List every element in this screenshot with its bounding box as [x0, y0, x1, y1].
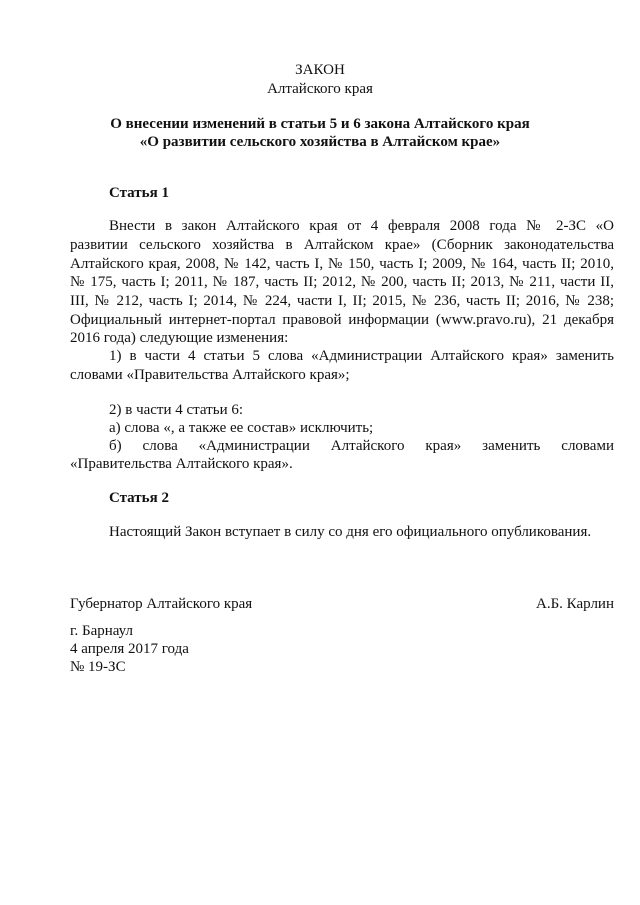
- signing-city: г. Барнаул: [70, 623, 133, 639]
- item-1-line: словами «Правительства Алтайского края»;: [70, 367, 350, 383]
- law-subject-line-1: О внесении изменений в статьи 5 и 6 закона Алтайского края: [110, 116, 530, 132]
- governor-name: А.Б. Карлин: [535, 596, 614, 612]
- article-1-intro-line: Алтайского края, 2008, № 142, часть I, № 150, часть I; 2009, № 164, часть II; 2010,: [70, 256, 614, 272]
- article-2-text: Настоящий Закон вступает в силу со дня его официального опубликования.: [109, 524, 592, 540]
- governor-position: Губернатор Алтайского края: [70, 596, 253, 612]
- item-2b-line: «Правительства Алтайского края».: [70, 456, 293, 472]
- item-2a-line: а) слова «, а также ее состав» исключить;: [109, 420, 374, 436]
- signing-date: 4 апреля 2017 года: [70, 641, 189, 657]
- law-title: ЗАКОН: [295, 62, 345, 78]
- article-1-intro-line: Официальный интернет-портал правовой информации (www.pravo.ru), 21 декабря: [70, 312, 614, 328]
- article-1-intro-line: № 175, часть I; 2011, № 187, часть II; 2012, № 200, часть II; 2013, № 211, части II,: [70, 274, 614, 290]
- law-region: Алтайского края: [267, 81, 373, 97]
- item-1-line: 1) в части 4 статьи 5 слова «Администрации Алтайского края» заменить: [109, 348, 614, 364]
- article-1-intro-line: III, № 212, часть I; 2014, № 224, части I, II; 2015, № 236, часть II; 2016, № 238;: [70, 293, 614, 309]
- law-number: № 19-ЗС: [70, 659, 126, 675]
- item-2b-line: б) слова «Администрации Алтайского края» заменить словами: [109, 438, 614, 454]
- item-2-line: 2) в части 4 статьи 6:: [109, 402, 244, 418]
- article-1-intro-line: развитии сельского хозяйства в Алтайском крае» (Сборник законодательства: [70, 237, 614, 253]
- article-1-intro-line: Внести в закон Алтайского края от 4 февраля 2008 года № 2-ЗС «О: [109, 218, 614, 234]
- article-2-heading: Статья 2: [109, 490, 169, 506]
- article-1-heading: Статья 1: [109, 185, 169, 201]
- article-1-intro-line: 2016 года) следующие изменения:: [70, 330, 289, 346]
- law-subject-line-2: «О развитии сельского хозяйства в Алтайском крае»: [139, 134, 501, 150]
